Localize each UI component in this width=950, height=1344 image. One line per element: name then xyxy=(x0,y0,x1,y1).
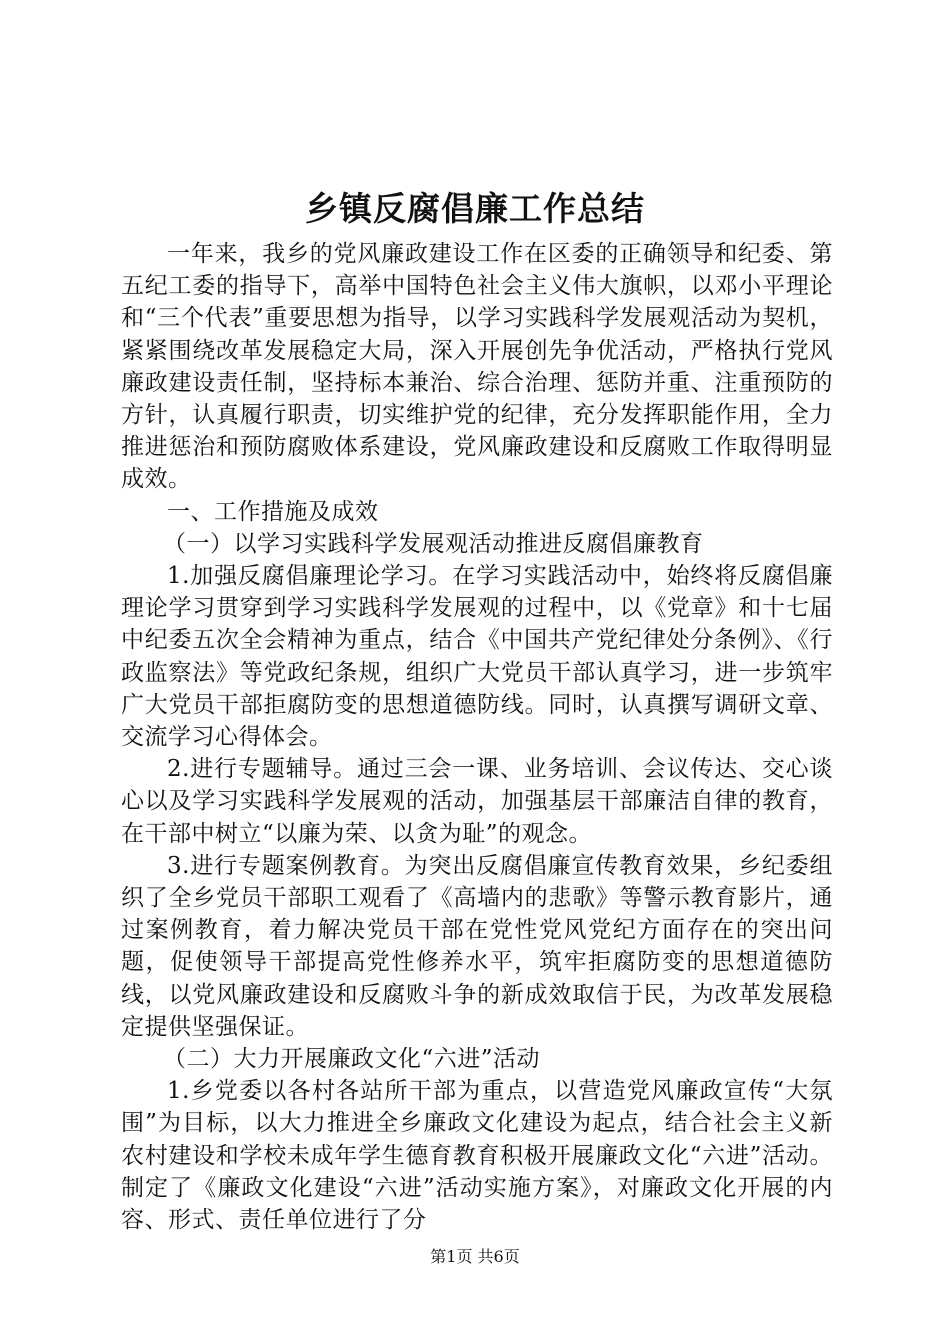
section-heading-1: 一、工作措施及成效 xyxy=(167,498,379,525)
body-paragraph: 1.乡党委以各村各站所干部为重点，以营造党风廉政宣传“大氛围”为目标，以大力推进全乡廉政文化建设为起点，结合社会主义新农村建设和学校未成年学生德育教育积极开展廉政文化“六进”活动。制定了《廉政文化建设“六进”活动实施方案》，对廉政文化开展的内容、形式、责任单位进行了分 xyxy=(121,1078,833,1234)
sub-heading-1: （一）以学习实践科学发展观活动推进反腐倡廉教育 xyxy=(163,530,704,557)
body-paragraph: 3.进行专题案例教育。为突出反腐倡廉宣传教育效果，乡纪委组织了全乡党员干部职工观看了《高墙内的悲歌》等警示教育影片，通过案例教育，着力解决党员干部在党性党风党纪方面存在的突出问题，促使领导干部提高党性修养水平，筑牢拒腐防变的思想道德防线，以党风廉政建设和反腐败斗争的新成效取信于民，为改革发展稳定提供坚强保证。 xyxy=(121,852,833,1040)
document-title: 乡镇反腐倡廉工作总结 xyxy=(305,189,645,228)
page-number: 第1页 共6页 xyxy=(430,1247,520,1266)
body-paragraph: 2.进行专题辅导。通过三会一课、业务培训、会议传达、交心谈心以及学习实践科学发展观的活动，加强基层干部廉洁自律的教育，在干部中树立“以廉为荣、以贪为耻”的观念。 xyxy=(121,756,833,847)
intro-paragraph: 一年来，我乡的党风廉政建设工作在区委的正确领导和纪委、第五纪工委的指导下，高举中国特色社会主义伟大旗帜，以邓小平理论和“三个代表”重要思想为指导，以学习实践科学发展观活动为契机，紧紧围绕改革发展稳定大局，深入开展创先争优活动，严格执行党风廉政建设责任制，坚持标本兼治、综合治理、惩防并重、注重预防的方针，认真履行职责，切实维护党的纪律，充分发挥职能作用，全力推进惩治和预防腐败体系建设，党风廉政建设和反腐败工作取得明显成效。 xyxy=(121,241,833,493)
sub-heading-2: （二）大力开展廉政文化“六进”活动 xyxy=(163,1046,541,1073)
body-paragraph: 1.加强反腐倡廉理论学习。在学习实践活动中，始终将反腐倡廉理论学习贯穿到学习实践科学发展观的过程中，以《党章》和十七届中纪委五次全会精神为重点，结合《中国共产党纪律处分条例》、《行政监察法》等党政纪条规，组织广大党员干部认真学习，进一步筑牢广大党员干部拒腐防变的思想道德防线。同时，认真撰写调研文章、交流学习心得体会。 xyxy=(121,563,833,751)
document-body xyxy=(121,238,833,1236)
